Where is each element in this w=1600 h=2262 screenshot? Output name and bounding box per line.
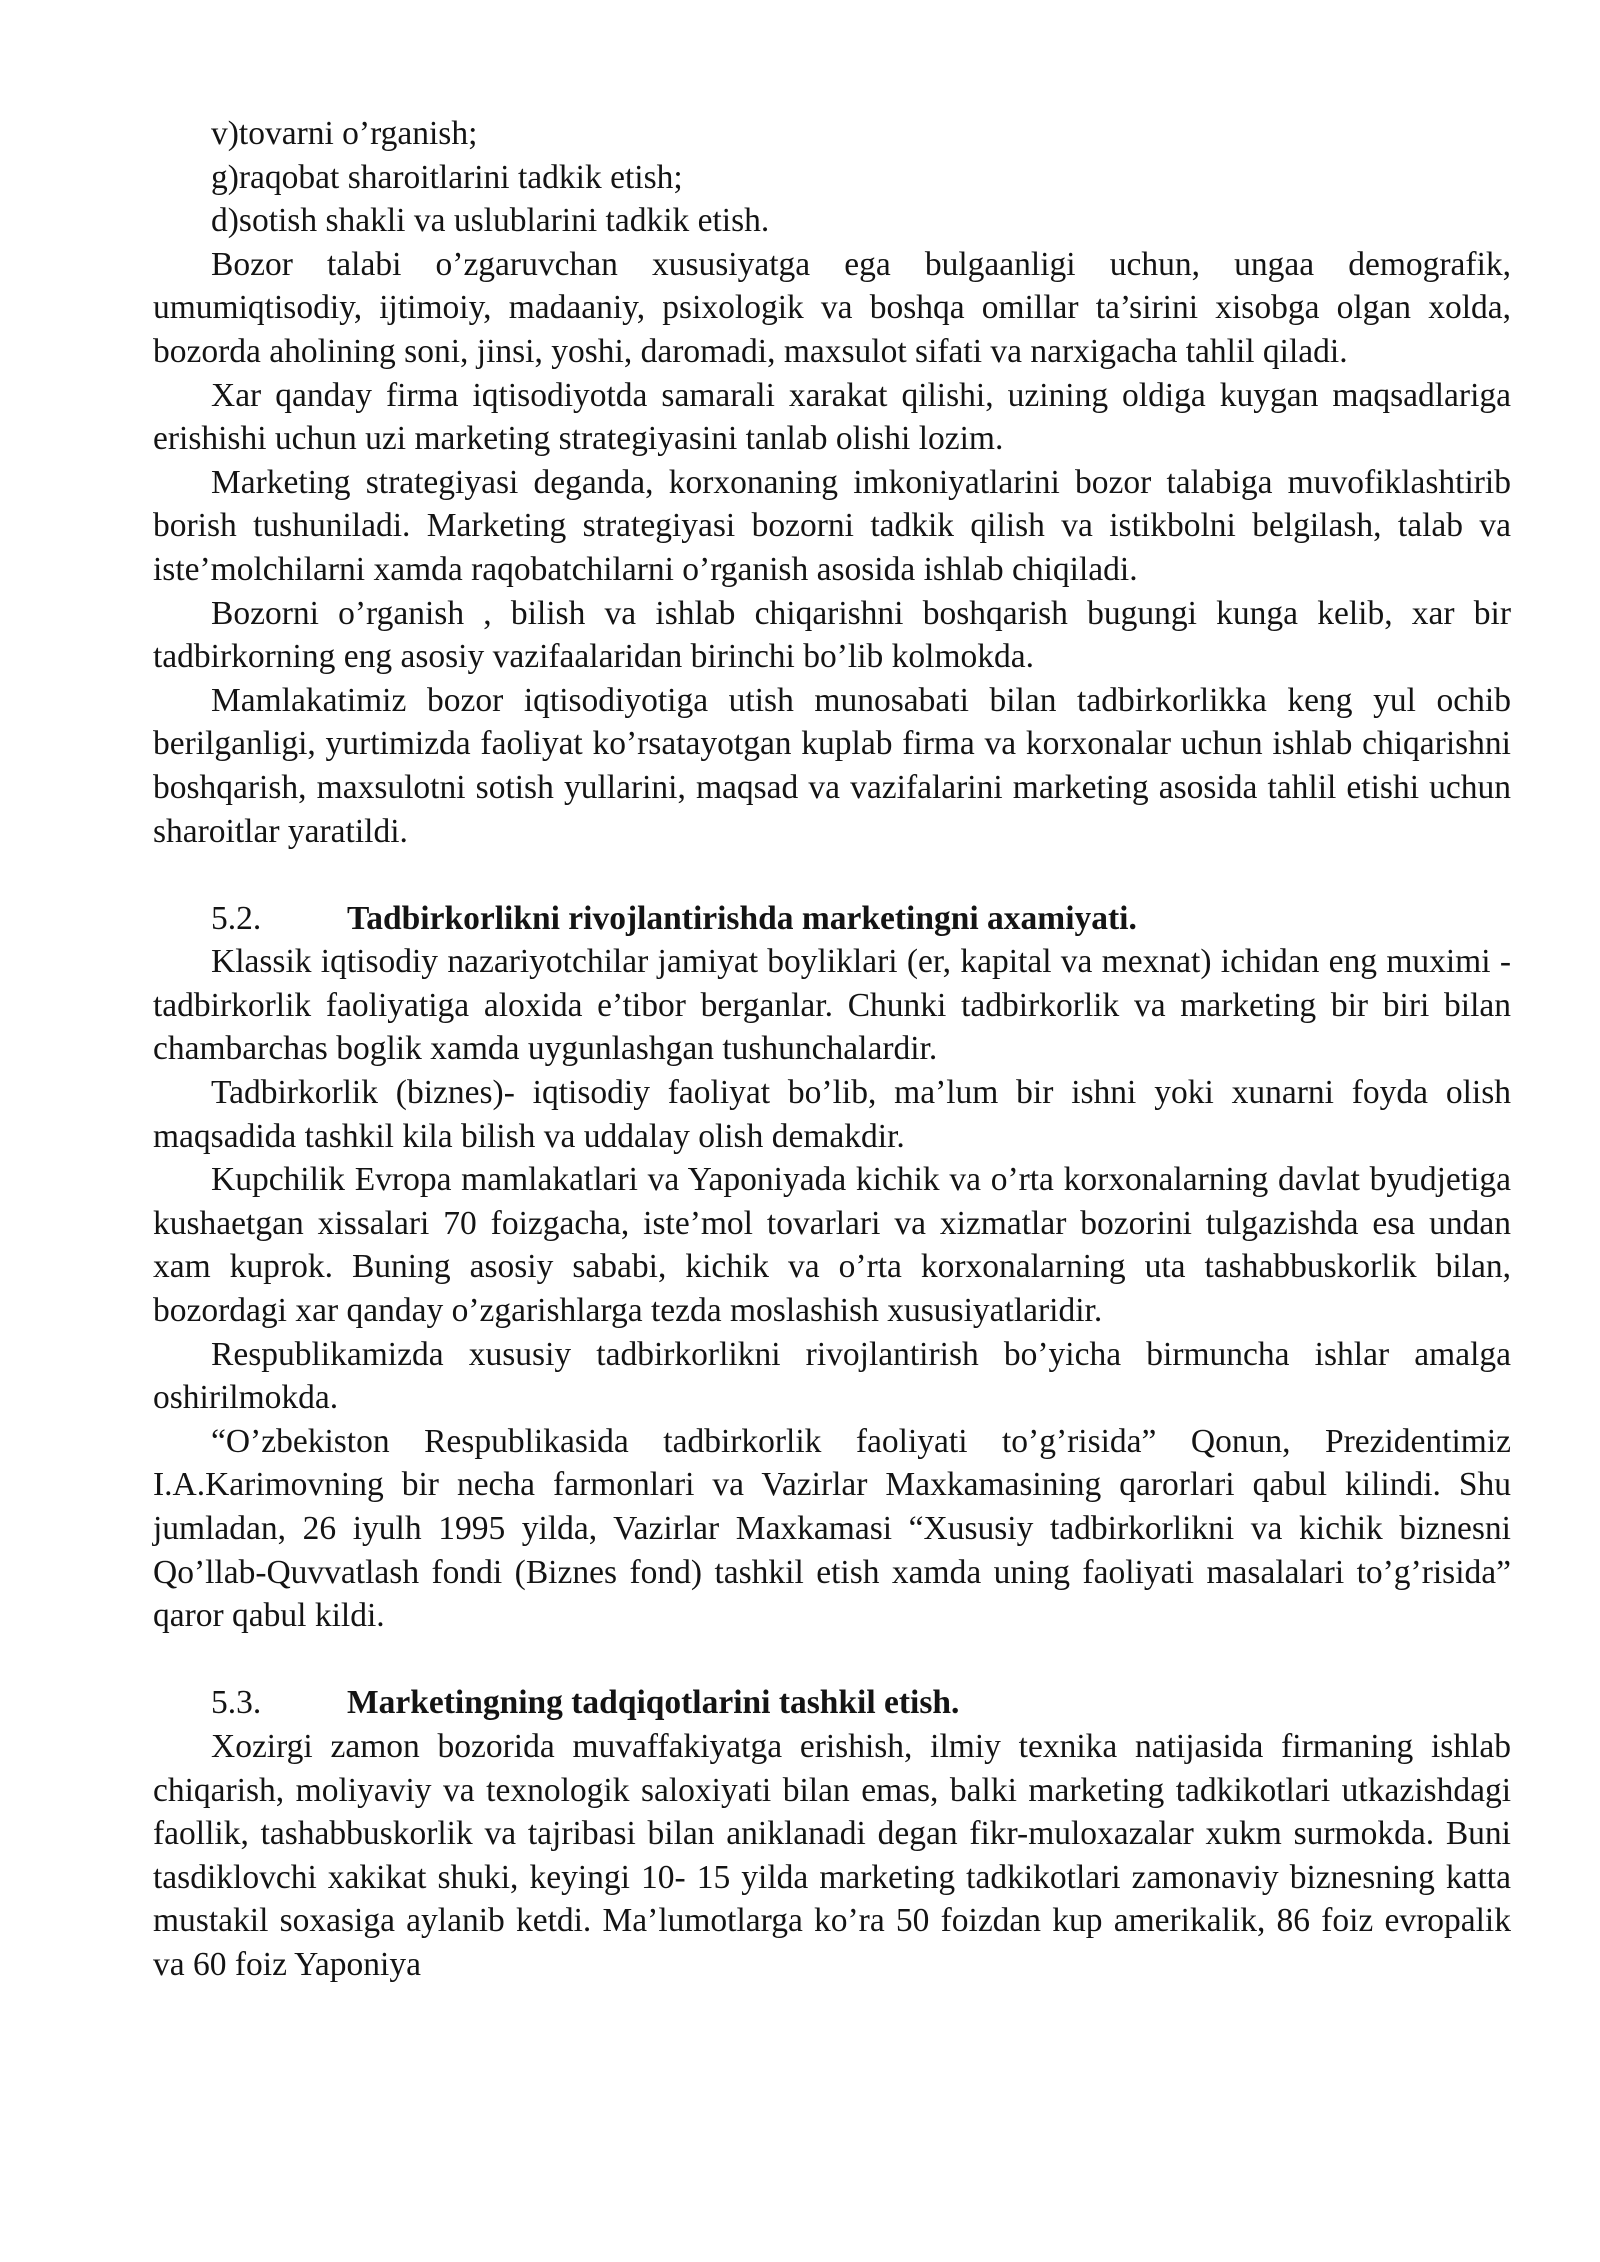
list-item: g)raqobat sharoitlarini tadkik etish; [211,158,683,196]
paragraph: Tadbirkorlik (biznes)- iqtisodiy faoliyat bo’lib, ma’lum bir ishni yoki xunarni foyda olish maqsadida tashkil kila bilish va uddalay olish demakdir. [153,1074,1511,1155]
list-item: d)sotish shakli va uslublarini tadkik etish. [211,202,770,240]
section-title: Marketingning tadqiqotlarini tashkil etish. [347,1684,960,1722]
paragraph: Marketing strategiyasi deganda, korxonaning imkoniyatlarini bozor talabiga muvofiklashtirib borish tushuniladi. Marketing strategiyasi bozorni tadkik qilish va istikbolni belgilash, talab va iste’molchilarni xamda raqobatchilarni o’rganish asosida ishlab chiqiladi. [153,463,1511,588]
section-number: 5.2. [211,899,262,937]
paragraph: Mamlakatimiz bozor iqtisodiyotiga utish munosabati bilan tadbirkorlikka keng yul ochib berilganligi, yurtimizda faoliyat ko’rsatayotgan kuplab firma va korxonalar uchun ishlab chiqarishni boshqarish, maxsulotni sotish yullarini, maqsad va vazifalarini marketing asosida tahlil etishi uchun sharoitlar yaratildi. [153,681,1511,850]
paragraph: Klassik iqtisodiy nazariyotchilar jamiyat boyliklari (er, kapital va mexnat) ichidan eng muximi - tadbirkorlik faoliyatiga aloxida e’tibor berganlar. Chunki tadbirkorlik va marketing bir biri bilan chambarchas boglik xamda uygunlashgan tushunchalardir. [153,943,1511,1068]
section-heading [153,897,1511,941]
section-spacer [153,1638,1511,1682]
paragraph: Bozorni o’rganish , bilish va ishlab chiqarishni boshqarish bugungi kunga kelib, xar bir tadbirkorning eng asosiy vazifaalaridan birinchi bo’lib kolmokda. [153,594,1511,676]
paragraph: Kupchilik Evropa mamlakatlari va Yaponiyada kichik va o’rta korxonalarning davlat byudjetiga kushaetgan xissalari 70 foizgacha, iste’mol tovarlari va xizmatlar bozorini tulgazishda esa undan xam kuprok. Buning asosiy sababi, kichik va o’rta korxonalarning uta tashabbuskorlik bilan, bozordagi xar qanday o’zgarishlarga tezda moslashish xususiyatlaridir. [153,1161,1511,1330]
section-heading [153,1681,1511,1725]
section-title: Tadbirkorlikni rivojlantirishda marketingni axamiyati. [347,899,1137,937]
document-page [153,112,1511,1987]
paragraph: “O’zbekiston Respublikasida tadbirkorlik faoliyati to’g’risida” Qonun, Prezidentimiz I.A.Karimovning bir necha farmonlari va Vazirlar Maxkamasining qarorlari qabul kilindi. Shu jumladan, 26 iyulh 1995 yilda, Vazirlar Maxkamasi “Xususiy tadbirkorlikni va kichik biznesni Qo’llab-Quvvatlash fondi (Biznes fond) tashkil etish xamda uning faoliyati masalalari to’g’risida” qaror qabul kildi. [153,1422,1511,1635]
paragraph: Xozirgi zamon bozorida muvaffakiyatga erishish, ilmiy texnika natijasida firmaning ishlab chiqarish, moliyaviy va texnologik saloxiyati bilan emas, balki marketing tadkikotlari utkazishdagi faollik, tashabbuskorlik va tajribasi bilan aniklanadi degan fikr-muloxazalar xukm surmokda. Buni tasdiklovchi xakikat shuki, keyingi 10- 15 yilda marketing tadkikotlari zamonaviy biznesning katta mustakil soxasiga aylanib ketdi. Ma’lumotlarga ko’ra 50 foizdan kup amerikalik, 86 foiz evropalik va 60 foiz Yaponiya [153,1727,1511,1983]
paragraph: Respublikamizda xususiy tadbirkorlikni rivojlantirish bo’yicha birmuncha ishlar amalga oshirilmokda. [153,1335,1511,1417]
section-spacer [153,853,1511,897]
paragraph: Bozor talabi o’zgaruvchan xususiyatga ega bulgaanligi uchun, ungaa demografik, umumiqtisodiy, ijtimoiy, madaaniy, psixologik va boshqa omillar ta’sirini xisobga olgan xolda, bozorda aholining soni, jinsi, yoshi, daromadi, maxsulot sifati va narxigacha tahlil qiladi. [153,245,1511,370]
section-number: 5.3. [211,1684,262,1722]
paragraph: Xar qanday firma iqtisodiyotda samarali xarakat qilishi, uzining oldiga kuygan maqsadlariga erishishi uchun uzi marketing strategiyasini tanlab olishi lozim. [153,376,1511,458]
list-item: v)tovarni o’rganish; [211,115,478,152]
